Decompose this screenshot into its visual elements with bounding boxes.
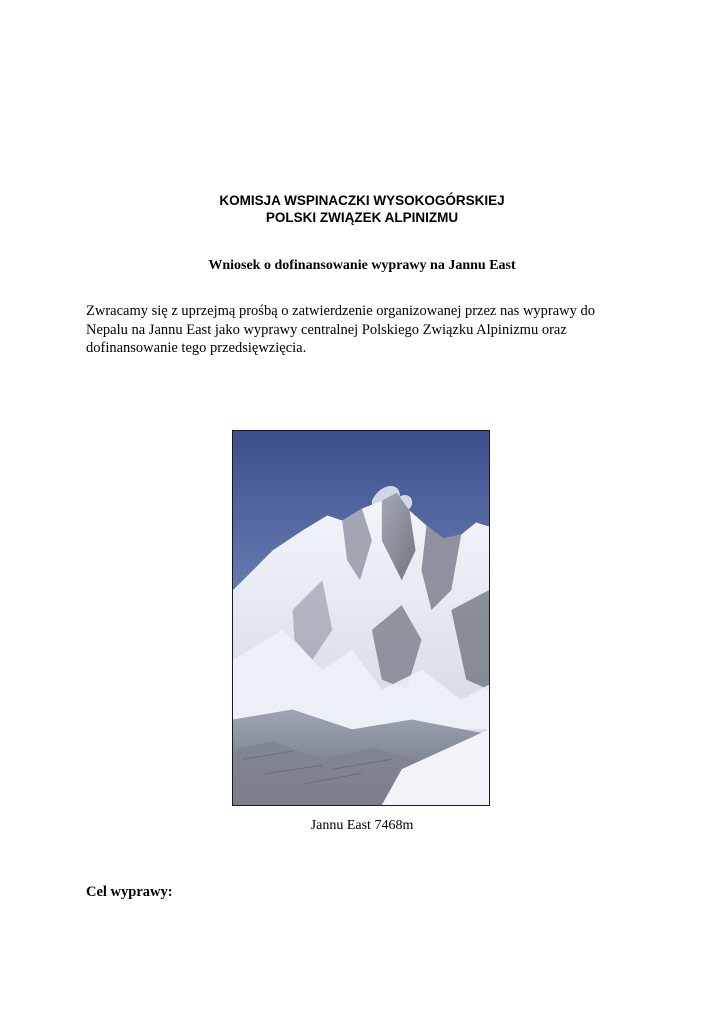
goal-section-heading: Cel wyprawy: bbox=[86, 884, 173, 900]
intro-line: Zwracamy się z uprzejmą prośbą o zatwierdzenie organizowanej przez nas wyprawy do bbox=[86, 303, 596, 319]
photo-caption: Jannu East 7468m bbox=[310, 818, 414, 833]
organization-name: KOMISJA WSPINACZKI WYSOKOGÓRSKIEJ bbox=[219, 193, 505, 208]
federation-name: POLSKI ZWIĄZEK ALPINIZMU bbox=[265, 210, 459, 225]
document-title: Wniosek o dofinansowanie wyprawy na Jannu East bbox=[208, 258, 516, 273]
intro-line: dofinansowanie tego przedsięwzięcia. bbox=[86, 340, 307, 356]
mountain-illustration bbox=[233, 431, 489, 805]
mountain-photo bbox=[232, 430, 490, 806]
intro-paragraph bbox=[86, 302, 646, 358]
intro-line: Nepalu na Jannu East jako wyprawy centralnej Polskiego Związku Alpinizmu oraz bbox=[86, 321, 567, 338]
